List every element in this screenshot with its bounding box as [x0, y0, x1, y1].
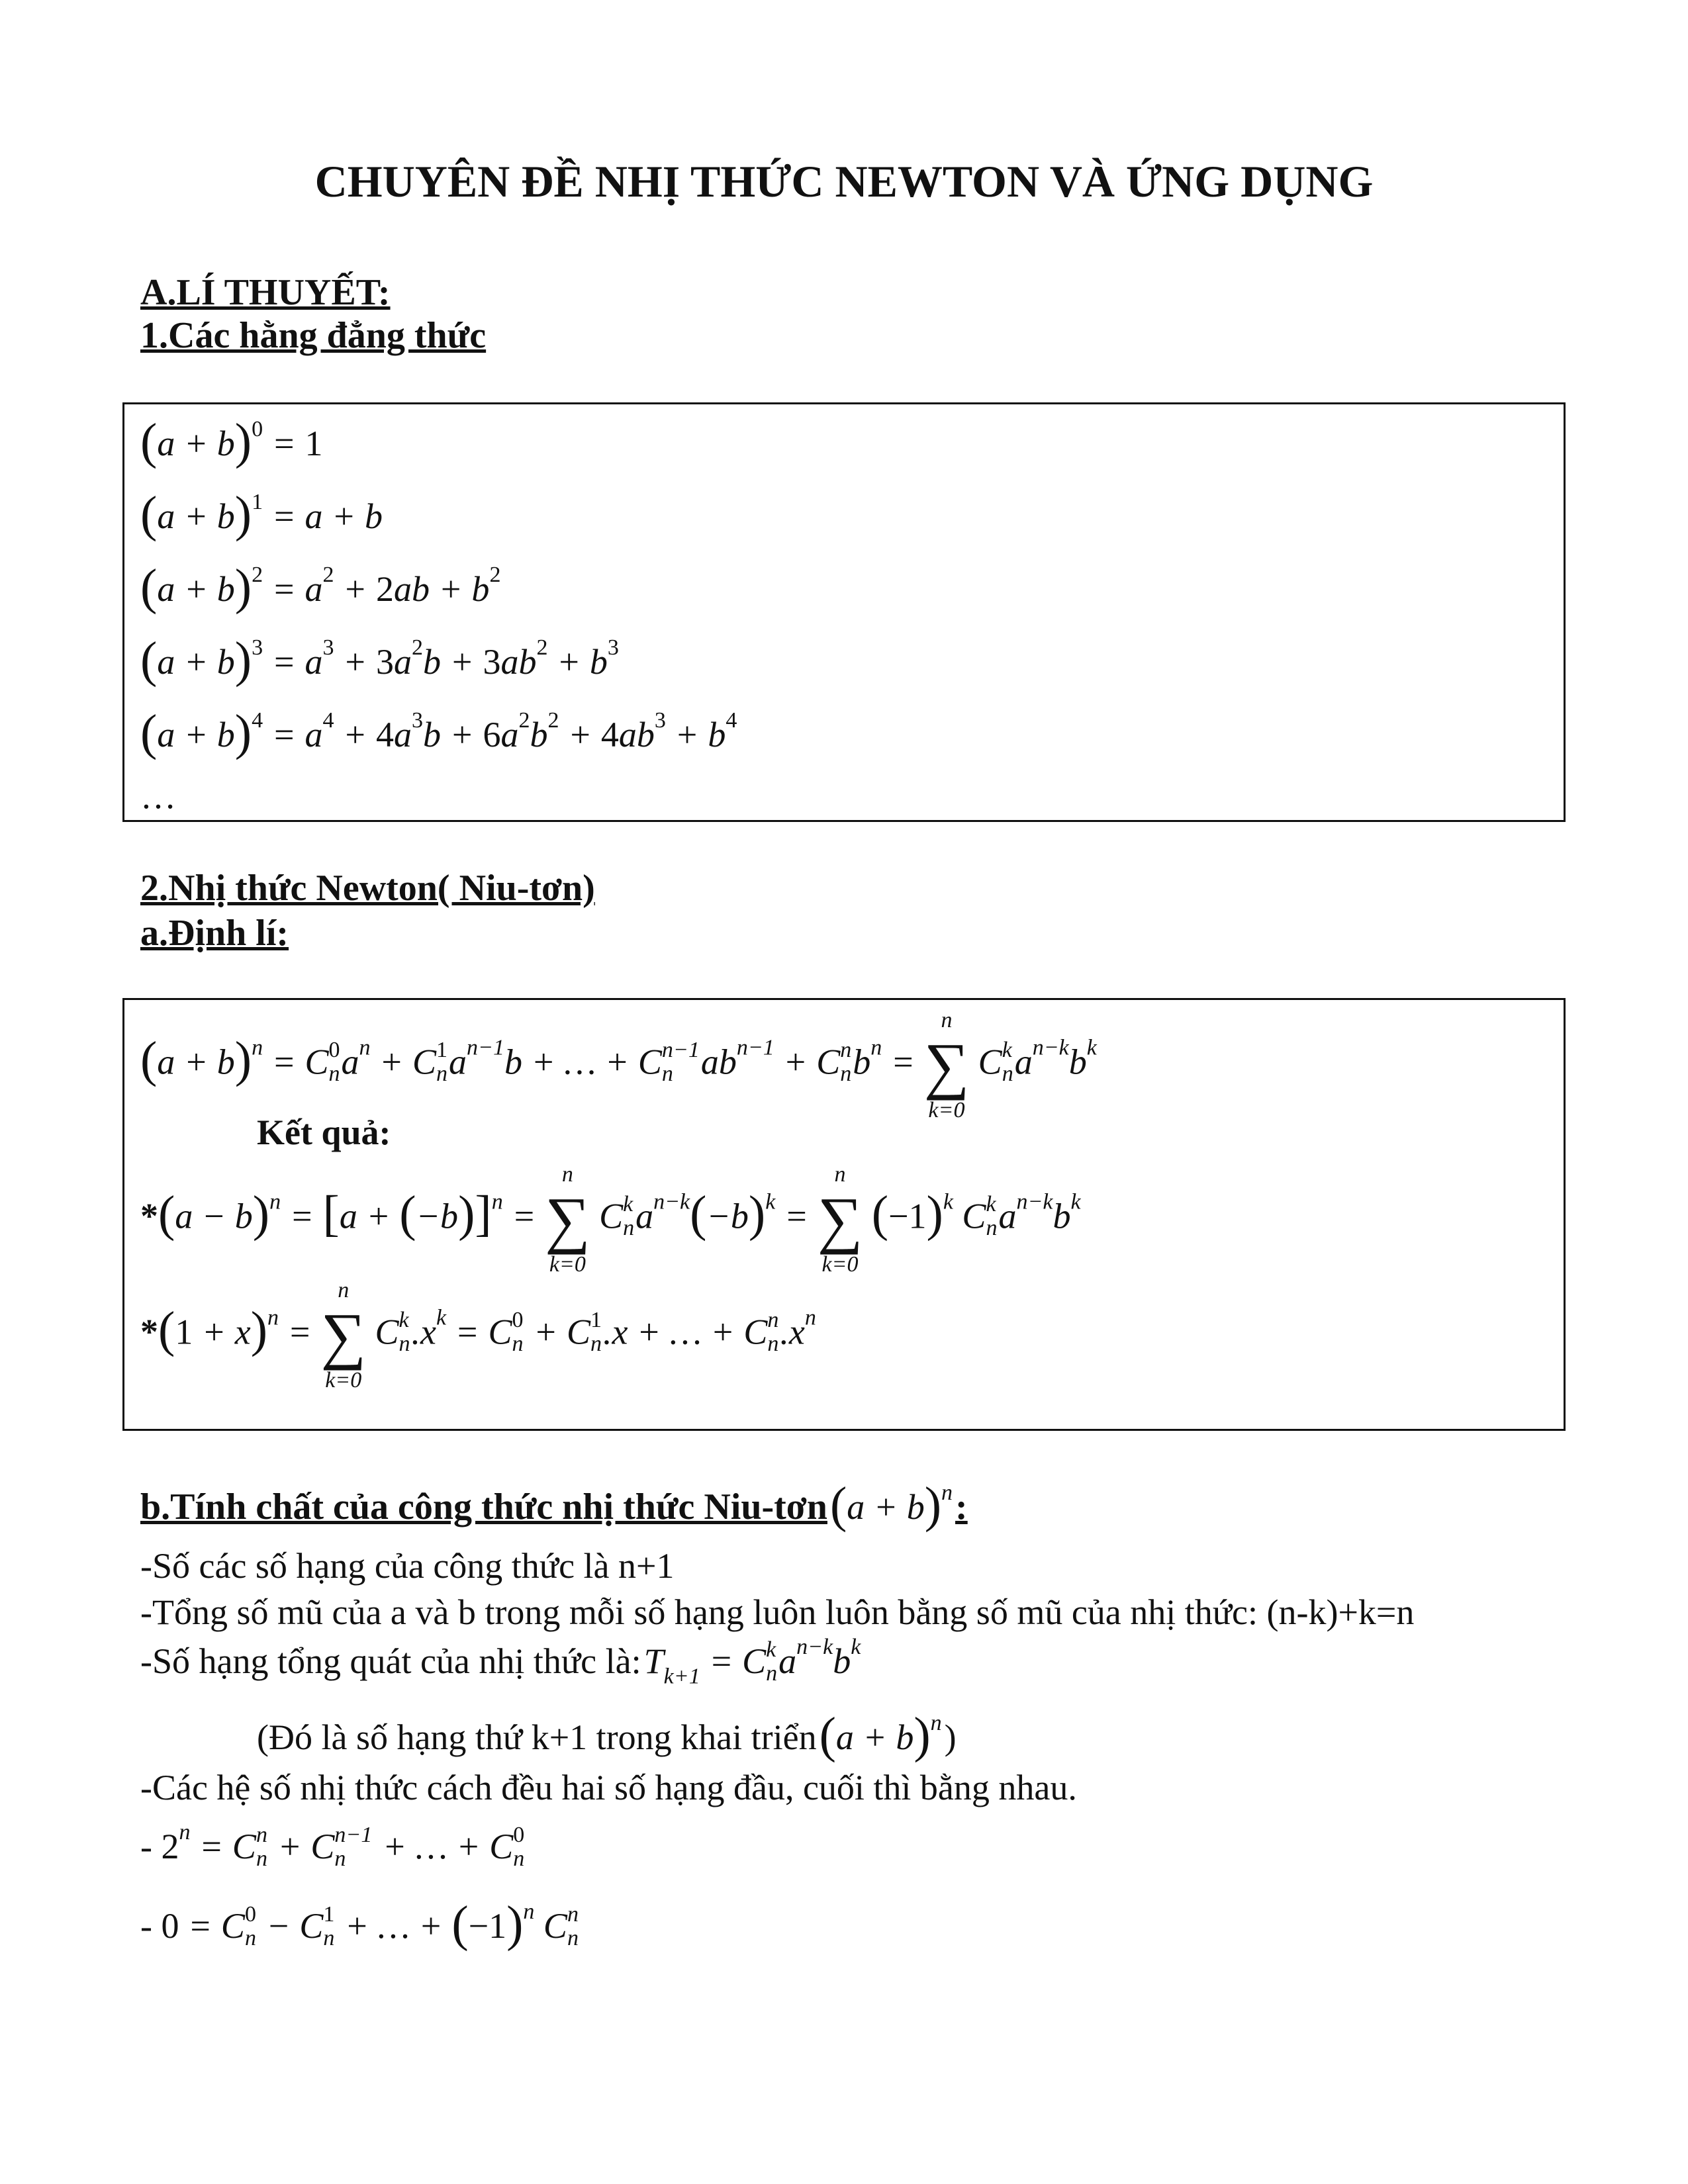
property-5: -Các hệ số nhị thức cách đều hai số hạng đầu, cuối thì bằng nhau. [140, 1768, 1077, 1807]
ellipsis: … [140, 776, 176, 816]
properties-heading: b.Tính chất của công thức nhị thức Niu-tơn [140, 1486, 827, 1527]
identity-4: $(a + b)^4 = a^4 + 4a^3b + 6a^2b^2 + 4ab^3 + b^4$ [140, 705, 737, 760]
identity-0: $(a + b)^0 = 1$ [140, 414, 323, 469]
property-1: -Số các số hạng của công thức là n+1 [140, 1546, 675, 1586]
result-label: Kết quả: [257, 1113, 391, 1152]
property-7-lead: - 0 [140, 1906, 179, 1946]
property-6-formula: $^n$ = C n n + C n−1 n + … + C 0 n [179, 1820, 525, 1871]
identity-2: $(a + b)^2 = a^2 + 2ab + b^2$ [140, 559, 501, 615]
property-6-lead: - 2 [140, 1826, 179, 1866]
property-4-close: ) [944, 1717, 957, 1757]
property-7 [140, 1896, 580, 1954]
newton-heading: 2.Nhị thức Newton( Niu-tơn) [140, 868, 595, 909]
binomial-theorem: $(a + b)^n = C$ 0 n $a^n + C$ 1 n $a^{n-1}b$ + … + C n−1 n $ab^{n-1} + C$ n n $b^n$ = n ∑ k=0 C k n $a^{n-k}b^k$ [140, 1008, 1097, 1122]
result-formula-1: $*(a - b)^n = [a + (-b)]^n$ = n ∑ k=0 C k n $a^{n-k}(-b)^k$ = n ∑ k=0 $(-1)^k$ C k n $a^{n-k}b^k$ [140, 1162, 1081, 1277]
property-3-text: -Số hạng tổng quát của nhị thức là: [140, 1641, 641, 1681]
property-2: -Tổng số mũ của a và b trong mỗi số hạng luôn luôn bằng số mũ của nhị thức: (n-k)+k=n [140, 1592, 1415, 1632]
identities-box [122, 402, 1566, 822]
theorem-heading: a.Định lí: [140, 913, 289, 954]
properties-heading-row [140, 1477, 968, 1533]
property-4-text: (Đó là số hạng thứ k+1 trong khai triển [257, 1717, 817, 1757]
properties-heading-formula: $(a + b)^n$ [829, 1477, 953, 1533]
identity-3: $(a + b)^3 = a^3 + 3a^2b + 3ab^2 + b^3$ [140, 632, 619, 688]
property-6 [140, 1820, 526, 1874]
property-4 [257, 1707, 957, 1763]
section-a-heading: A.LÍ THUYẾT: [140, 272, 391, 313]
property-3 [140, 1635, 861, 1689]
page-title: CHUYÊN ĐỀ NHỊ THỨC NEWTON VÀ ỨNG DỤNG [314, 156, 1374, 206]
general-term-formula: $T_{k+1} = C$ k n $a^{n-k}b^k$ [643, 1635, 861, 1689]
identities-heading: 1.Các hằng đẳng thức [140, 315, 487, 356]
result-formula-2: $*(1 + x)^n$ = n ∑ k=0 C k n $.x^k = C$ 0 n + C 1 n .x + … + C n n $.x^n$ [140, 1278, 816, 1392]
identity-1: $(a + b)^1 = a + b$ [140, 486, 383, 542]
property-4-formula: $(a + b)^n$ [819, 1707, 942, 1763]
property-7-formula: = C 0 n − C 1 n + … + $(-1)^n$ C n n [179, 1896, 579, 1952]
properties-heading-colon: : [955, 1486, 968, 1527]
